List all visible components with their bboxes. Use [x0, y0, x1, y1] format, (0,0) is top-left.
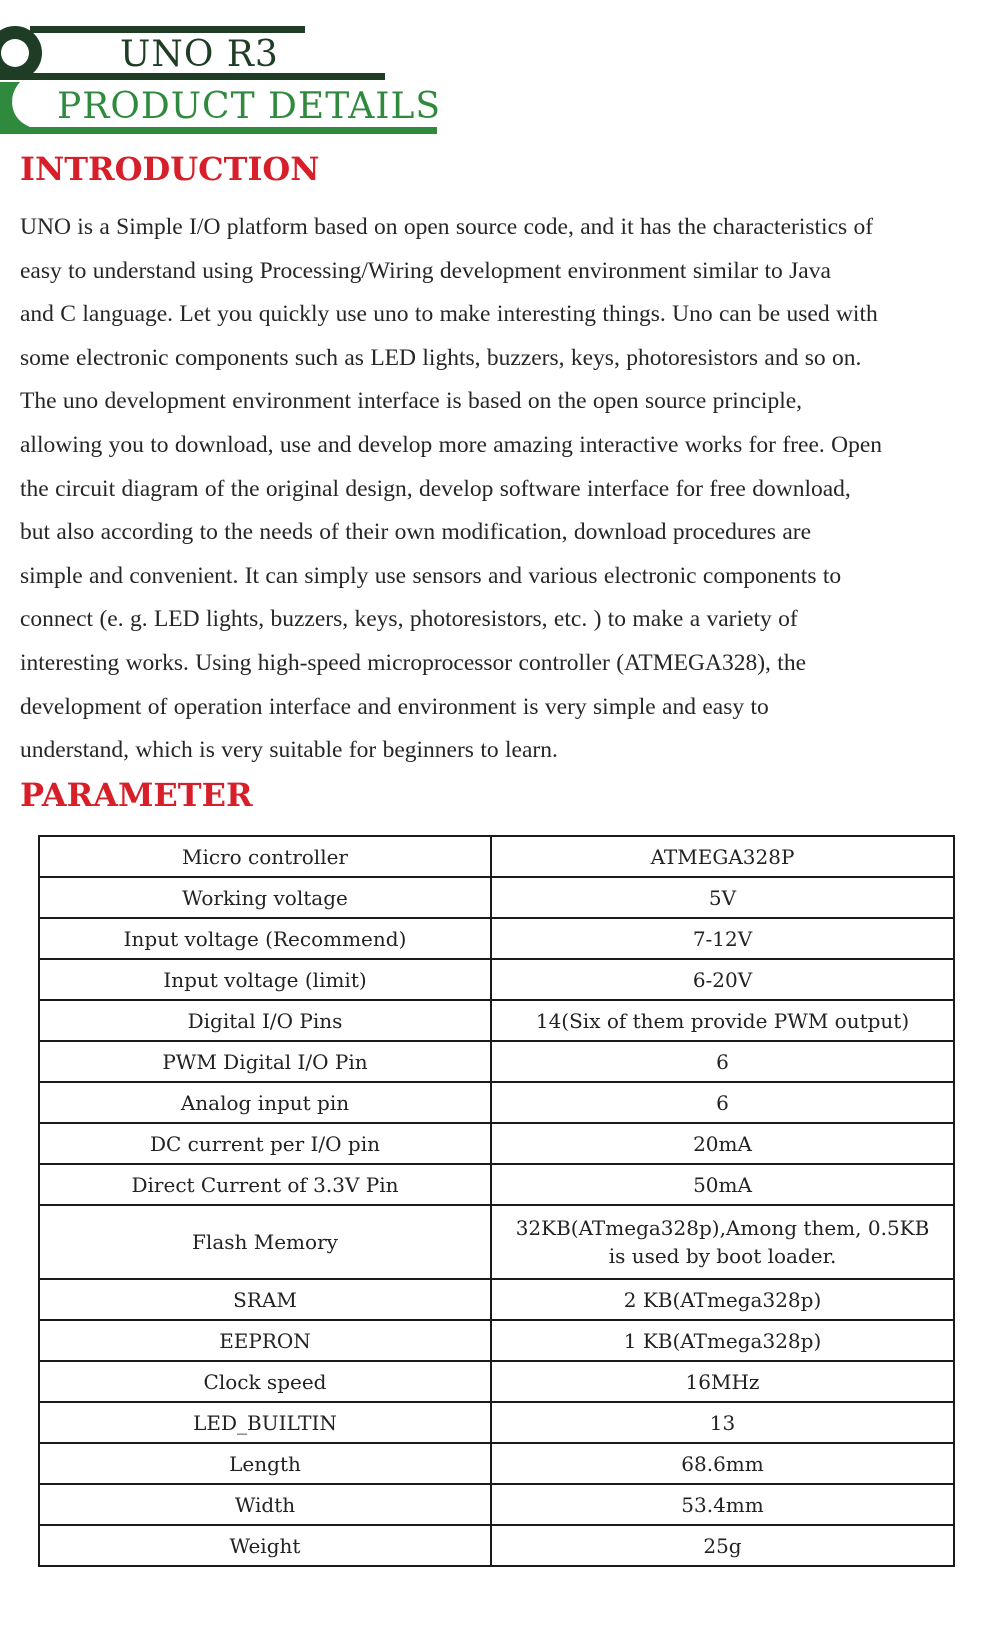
param-value: 7-12V [491, 918, 954, 959]
table-row [39, 1000, 954, 1041]
intro-line: UNO is a Simple I/O platform based on open source code, and it has the characteristics of [20, 214, 874, 240]
table-row [39, 1082, 954, 1123]
param-label: Digital I/O Pins [39, 1000, 491, 1041]
intro-line: but also according to the needs of their own modification, download procedures are [20, 519, 812, 546]
param-value: 1 KB(ATmega328p) [491, 1320, 954, 1361]
parameter-heading: PARAMETER [20, 776, 253, 814]
param-label: PWM Digital I/O Pin [39, 1041, 491, 1082]
table-row [39, 1041, 954, 1082]
parameter-table [38, 835, 955, 1567]
param-value: 13 [491, 1402, 954, 1443]
introduction-heading: INTRODUCTION [20, 150, 320, 188]
param-label: Input voltage (limit) [39, 959, 491, 1000]
table-row [39, 1443, 954, 1484]
param-label: Direct Current of 3.3V Pin [39, 1164, 491, 1205]
intro-line: development of operation interface and environment is very simple and easy to [20, 693, 769, 720]
param-value-line: 32KB(ATmega328p),Among them, 0.5KB [515, 1216, 930, 1240]
table-row [39, 1402, 954, 1443]
banner-decoration [0, 0, 470, 150]
param-value-line: is used by boot loader. [608, 1244, 837, 1268]
banner-title: UNO R3 [120, 34, 279, 75]
param-value: 5V [491, 877, 954, 918]
param-value: 25g [491, 1525, 954, 1566]
table-row [39, 918, 954, 959]
intro-line: allowing you to download, use and develop more amazing interactive works for free. Open [20, 431, 883, 458]
param-label: DC current per I/O pin [39, 1123, 491, 1164]
table-row [39, 1320, 954, 1361]
param-value: 2 KB(ATmega328p) [491, 1279, 954, 1320]
introduction-paragraph [20, 206, 984, 773]
table-row [39, 1123, 954, 1164]
param-label: Flash Memory [39, 1205, 491, 1279]
param-label: SRAM [39, 1279, 491, 1320]
param-value: 6 [491, 1082, 954, 1123]
intro-line: understand, which is very suitable for beginners to learn. [20, 737, 558, 764]
param-label: Working voltage [39, 877, 491, 918]
param-label: Width [39, 1484, 491, 1525]
param-value: 50mA [491, 1164, 954, 1205]
table-row [39, 1361, 954, 1402]
param-value: 6-20V [491, 959, 954, 1000]
param-value: 68.6mm [491, 1443, 954, 1484]
param-label: Clock speed [39, 1361, 491, 1402]
table-row [39, 1205, 954, 1279]
table-row [39, 877, 954, 918]
table-row [39, 1279, 954, 1320]
table-row [39, 836, 954, 877]
param-label: Micro controller [39, 836, 491, 877]
intro-line: the circuit diagram of the original design, develop software interface for free download, [20, 475, 851, 502]
param-label: Length [39, 1443, 491, 1484]
param-value: ATMEGA328P [491, 836, 954, 877]
param-value: 6 [491, 1041, 954, 1082]
param-label: Weight [39, 1525, 491, 1566]
intro-line: and C language. Let you quickly use uno to make interesting things. Uno can be used with [20, 301, 878, 328]
intro-line: some electronic components such as LED lights, buzzers, keys, photoresistors and so on. [20, 344, 862, 371]
intro-line: connect (e. g. LED lights, buzzers, keys, photoresistors, etc. ) to make a variety of [20, 606, 798, 633]
param-value: 16MHz [491, 1361, 954, 1402]
param-label: Analog input pin [39, 1082, 491, 1123]
intro-line: easy to understand using Processing/Wiring development environment similar to Java [20, 257, 831, 284]
table-row [39, 1525, 954, 1566]
param-label: Input voltage (Recommend) [39, 918, 491, 959]
param-value [491, 1205, 954, 1279]
param-label: LED_BUILTIN [39, 1402, 491, 1443]
product-banner [0, 0, 470, 150]
param-value: 53.4mm [491, 1484, 954, 1525]
param-value: 14(Six of them provide PWM output) [491, 1000, 954, 1041]
param-label: EEPRON [39, 1320, 491, 1361]
intro-line: The uno development environment interface is based on the open source principle, [20, 388, 803, 415]
banner-subtitle: PRODUCT DETAILS [57, 86, 442, 127]
intro-line: interesting works. Using high-speed microprocessor controller (ATMEGA328), the [20, 649, 807, 676]
table-row [39, 1164, 954, 1205]
table-row [39, 1484, 954, 1525]
intro-line: simple and convenient. It can simply use sensors and various electronic components to [20, 562, 842, 589]
table-row [39, 959, 954, 1000]
param-value: 20mA [491, 1123, 954, 1164]
